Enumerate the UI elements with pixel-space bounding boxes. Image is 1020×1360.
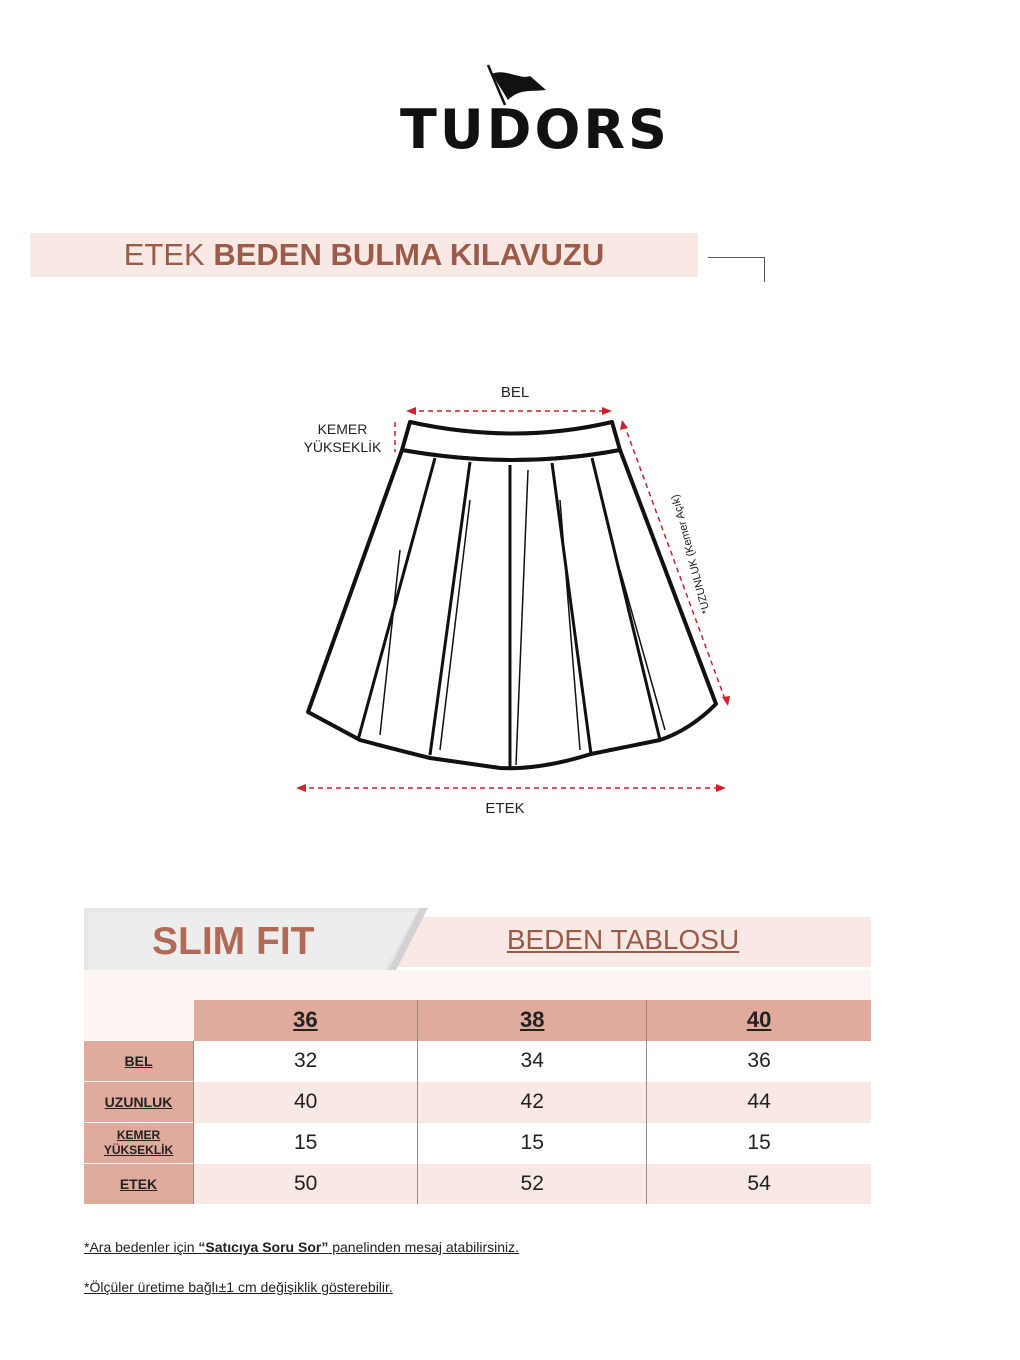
note-intermediate-sizes <box>84 1239 519 1255</box>
table-cell: 54 <box>647 1164 871 1205</box>
note1-bold: “Satıcıya Soru Sor” <box>198 1239 329 1255</box>
table-corner <box>84 1000 194 1041</box>
table-cell: 50 <box>194 1164 418 1205</box>
table-cell: 52 <box>418 1164 647 1205</box>
table-row <box>84 1164 871 1205</box>
kemer-label-line1: KEMER <box>317 421 368 437</box>
size-table <box>84 1000 871 1204</box>
etek-label: ETEK <box>485 800 525 817</box>
row-label-line1: KEMER <box>116 1128 161 1142</box>
row-label-line2: YÜKSEKLİK <box>103 1143 174 1157</box>
table-cell: 42 <box>418 1082 647 1123</box>
table-cell: 15 <box>194 1123 418 1164</box>
table-cell: 40 <box>194 1082 418 1123</box>
table-cell: 34 <box>418 1041 647 1082</box>
table-row <box>84 1041 871 1082</box>
note1-post: panelinden mesaj atabilirsiniz. <box>328 1239 520 1255</box>
table-cell: 36 <box>647 1041 871 1082</box>
table-cell: 15 <box>418 1123 647 1164</box>
guide-title-light: ETEK <box>123 237 214 272</box>
row-label: BEL <box>84 1041 194 1082</box>
table-row <box>84 1123 871 1164</box>
table-cell: 32 <box>194 1041 418 1082</box>
note1-pre: *Ara bedenler için <box>84 1239 199 1255</box>
uzunluk-label: *UZUNLUK (Kemer Açık) <box>669 493 713 615</box>
brand-name: TUDORS <box>400 98 670 161</box>
size-header: 36 <box>194 1000 418 1041</box>
table-title: BEDEN TABLOSU <box>506 924 740 955</box>
table-cell: 44 <box>647 1082 871 1123</box>
table-header-row <box>84 1000 871 1041</box>
size-header: 40 <box>647 1000 871 1041</box>
guide-title <box>30 237 698 273</box>
fit-label: SLIM FIT <box>152 920 315 963</box>
corner-decoration <box>708 257 765 282</box>
row-label: UZUNLUK <box>84 1082 194 1123</box>
row-label: ETEK <box>84 1164 194 1205</box>
kemer-label <box>300 420 385 456</box>
size-header: 38 <box>418 1000 647 1041</box>
kemer-label-line2: YÜKSEKLİK <box>303 439 382 455</box>
note-tolerance: *Ölçüler üretime bağlı±1 cm değişiklik gösterebilir. <box>84 1279 393 1295</box>
bel-label: BEL <box>500 384 530 401</box>
table-top-band <box>84 970 871 1000</box>
row-label <box>84 1123 194 1164</box>
table-cell: 15 <box>647 1123 871 1164</box>
table-row <box>84 1082 871 1123</box>
guide-title-bold: BEDEN BULMA KILAVUZU <box>213 237 605 272</box>
